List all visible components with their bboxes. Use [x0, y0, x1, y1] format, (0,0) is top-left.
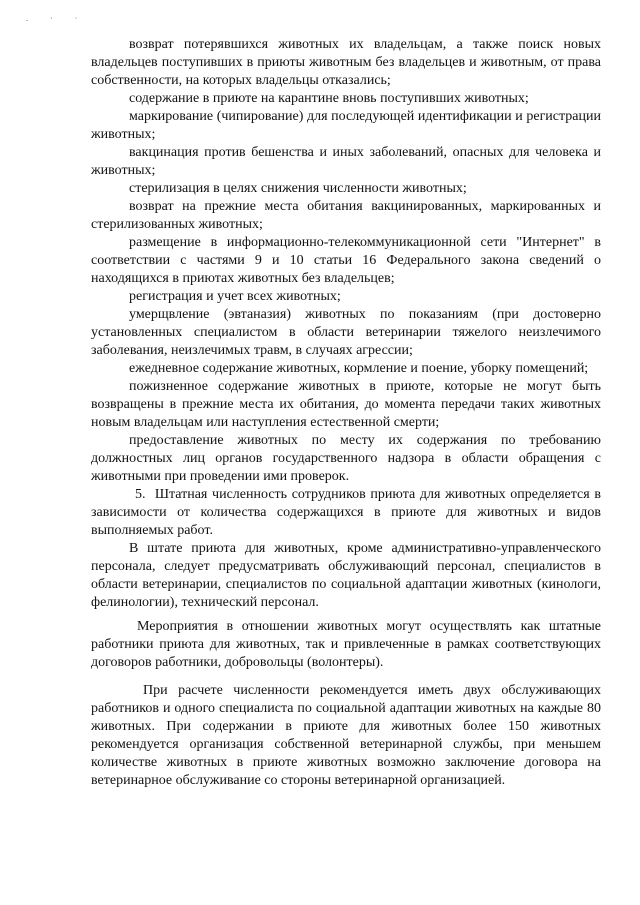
scan-marks: . · · — [26, 14, 88, 23]
paragraph-quarantine: содержание в приюте на карантине вновь поступивших животных; — [129, 91, 529, 106]
paragraph-staff-composition: В штате приюта для животных, кроме административно-управленческого персонала, следует предусматривать обслуживающий персонал, специалистов в области ветеринарии, специалистов по социальной адаптации животных (кинологи, фелинологии), технический персонал. — [91, 541, 601, 610]
paragraph-euthanasia: умерщвление (эвтаназия) животных по показаниям (при достоверно установленных специалистом в области ветеринарии тяжелого неизлечимого заболевания, неизлечимых травм, в случаях агрессии; — [91, 307, 601, 358]
paragraph-chipping: маркирование (чипирование) для последующей идентификации и регистрации животных; — [91, 109, 601, 142]
paragraph-activities: Мероприятия в отношении животных могут осуществлять как штатные работники приюта для животных, так и привлеченные в рамках соответствующих договоров работники, добровольцы (волонтеры). — [91, 619, 601, 670]
paragraph-return-habitat: возврат на прежние места обитания вакцинированных, маркированных и стерилизованных животных; — [91, 199, 601, 232]
paragraph-return-owners: возврат потерявшихся животных их владельцам, а также поиск новых владельцев поступивших в приюты животным без владельцев и животным, от права собственности, на которых владельцы отказались; — [91, 37, 601, 88]
paragraph-vaccination: вакцинация против бешенства и иных заболеваний, опасных для человека и животных; — [91, 145, 601, 178]
paragraph-sterilization: стерилизация в целях снижения численности животных; — [129, 181, 467, 196]
paragraph-internet-posting: размещение в информационно-телекоммуникационной сети "Интернет" в соответствии с частями 9 и 10 статьи 16 Федерального закона сведений о находящихся в приютах животных без владельцев; — [91, 235, 601, 286]
paragraph-inspection: предоставление животных по месту их содержания по требованию должностных лиц органов государственного надзора в области обращения с животными при проведении ими проверок. — [91, 433, 601, 484]
paragraph-daily-care: ежедневное содержание животных, кормление и поение, уборку помещений; — [129, 361, 589, 376]
paragraph-registration: регистрация и учет всех животных; — [129, 289, 341, 304]
paragraph-staffing: 5. Штатная численность сотрудников приюта для животных определяется в зависимости от количества содержащихся в приюте для животных и видов выполняемых работ. — [91, 487, 601, 538]
document-body — [91, 36, 601, 790]
paragraph-headcount: При расчете численности рекомендуется иметь двух обслуживающих работников и одного специалиста по социальной адаптации животных на каждые 80 животных. При содержании в приюте для животных более 150 животных рекомендуется организация собственной ветеринарной службы, при меньшем количестве животных в приюте животных возможно заключение договора на ветеринарное обслуживание со стороны ветеринарной организацией. — [91, 683, 601, 788]
paragraph-lifelong-care: пожизненное содержание животных в приюте, которые не могут быть возвращены в прежние места их обитания, до момента передачи таких животных новым владельцам или наступления естественной смерти; — [91, 379, 601, 430]
